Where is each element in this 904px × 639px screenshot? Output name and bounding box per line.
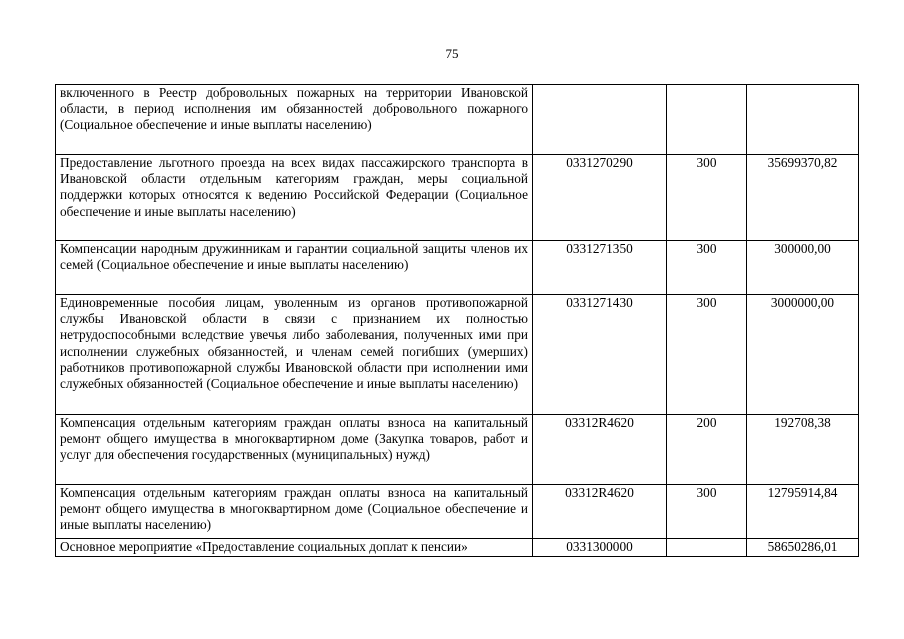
- row-type-cell: 300: [667, 295, 747, 415]
- row-code-cell: 03312R4620: [533, 415, 667, 485]
- table-row: [56, 485, 859, 539]
- row-sum-cell: 12795914,84: [747, 485, 859, 539]
- row-code-cell: 0331271430: [533, 295, 667, 415]
- budget-table: [55, 84, 859, 557]
- row-sum-cell: 58650286,01: [747, 539, 859, 557]
- row-name-cell: Предоставление льготного проезда на всех видах пассажирского транспорта в Ивановской области отдельным категориям граждан, меры социальной поддержки которых относятся к ведению Российской Федерации (Социальное обеспечение и иные выплаты населению): [56, 155, 533, 241]
- table-row: [56, 539, 859, 557]
- row-sum-cell: 192708,38: [747, 415, 859, 485]
- row-type-cell: 200: [667, 415, 747, 485]
- row-type-cell: 300: [667, 241, 747, 295]
- row-name-cell: Единовременные пособия лицам, уволенным из органов противопожарной службы Ивановской области в связи с признанием их полностью нетрудоспособными вследствие увечья либо заболевания, полученных ими при исполнении служебных обязанностей, и членам семей погибших (умерших) работников противопожарной службы Ивановской области при исполнении ими служебных обязанностей (Социальное обеспечение и иные выплаты населению): [56, 295, 533, 415]
- row-type-cell: [667, 85, 747, 155]
- page-number: 75: [445, 46, 459, 61]
- row-code-cell: 03312R4620: [533, 485, 667, 539]
- row-code-cell: 0331300000: [533, 539, 667, 557]
- row-type-cell: 300: [667, 155, 747, 241]
- row-code-cell: [533, 85, 667, 155]
- row-sum-cell: [747, 85, 859, 155]
- row-name-cell: Компенсация отдельным категориям граждан оплаты взноса на капитальный ремонт общего имущества в многоквартирном доме (Закупка товаров, работ и услуг для обеспечения государственных (муниципальных) нужд): [56, 415, 533, 485]
- table-row: [56, 155, 859, 241]
- row-sum-cell: 35699370,82: [747, 155, 859, 241]
- row-type-cell: 300: [667, 485, 747, 539]
- row-name-cell: Компенсация отдельным категориям граждан оплаты взноса на капитальный ремонт общего имущества в многоквартирном доме (Социальное обеспечение и иные выплаты населению): [56, 485, 533, 539]
- row-code-cell: 0331271350: [533, 241, 667, 295]
- row-name-cell: Компенсации народным дружинникам и гарантии социальной защиты членов их семей (Социальное обеспечение и иные выплаты населению): [56, 241, 533, 295]
- row-type-cell: [667, 539, 747, 557]
- table-row: [56, 241, 859, 295]
- row-code-cell: 0331270290: [533, 155, 667, 241]
- row-name-cell: включенного в Реестр добровольных пожарных на территории Ивановской области, в период исполнения им обязанностей добровольного пожарного (Социальное обеспечение и иные выплаты населению): [56, 85, 533, 155]
- row-name-cell: Основное мероприятие «Предоставление социальных доплат к пенсии»: [56, 539, 533, 557]
- table-row: [56, 295, 859, 415]
- row-sum-cell: 300000,00: [747, 241, 859, 295]
- row-sum-cell: 3000000,00: [747, 295, 859, 415]
- table-row: [56, 415, 859, 485]
- table-row: [56, 85, 859, 155]
